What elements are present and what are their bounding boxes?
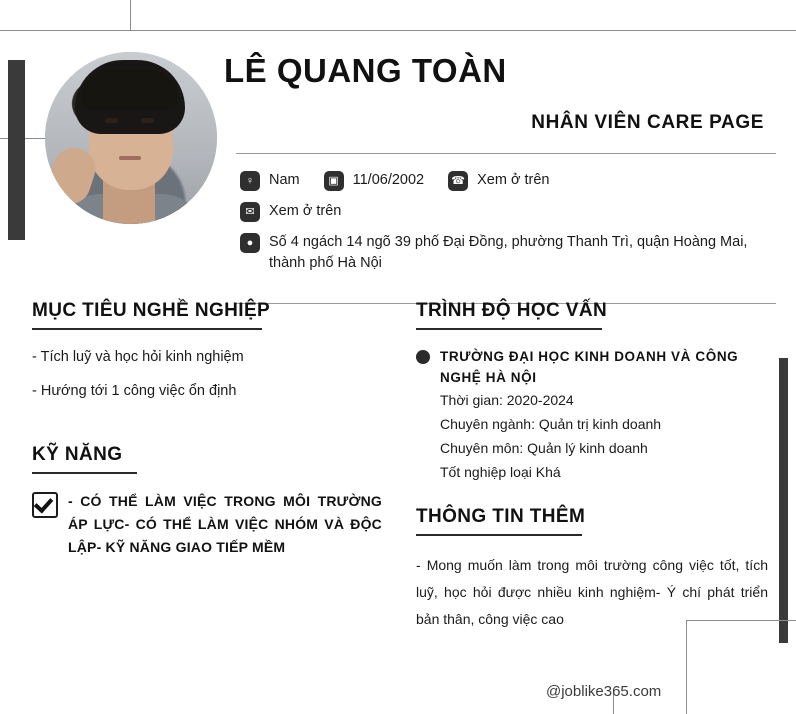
avatar-eye-right bbox=[141, 118, 154, 123]
education-title: TRÌNH ĐỘ HỌC VẤN bbox=[416, 300, 608, 321]
checkbox-checked-icon bbox=[32, 492, 58, 518]
education-detail-1: Thời gian: 2020-2024 bbox=[440, 392, 574, 408]
contact-block bbox=[240, 170, 780, 284]
decor-bar-right bbox=[779, 358, 788, 643]
education-item bbox=[416, 346, 768, 388]
avatar-fringe bbox=[81, 70, 179, 110]
contact-row-2 bbox=[240, 201, 780, 222]
career-objective-title: MỤC TIÊU NGHỀ NGHIỆP bbox=[32, 300, 271, 321]
education-detail-4: Tốt nghiệp loại Khá bbox=[440, 464, 561, 480]
additional-info-text: - Mong muốn làm trong môi trường công việc tốt, tích luỹ, học hỏi được nhiều kinh nghiệm- Ý chí phát triển bản thân, công việc cao bbox=[416, 557, 768, 627]
envelope-icon: ✉ bbox=[240, 202, 260, 222]
career-objective-line-1: - Tích luỹ và học hỏi kinh nghiệm bbox=[32, 349, 244, 365]
contact-address bbox=[240, 232, 756, 274]
education-detail-3: Chuyên môn: Quản lý kinh doanh bbox=[440, 440, 648, 456]
contact-dob bbox=[324, 170, 425, 191]
contact-email-value: Xem ở trên bbox=[269, 203, 342, 219]
spacer bbox=[32, 414, 382, 444]
bullet-dot-icon bbox=[416, 350, 430, 364]
education-detail-2: Chuyên ngành: Quản trị kinh doanh bbox=[440, 416, 662, 432]
contact-gender-value: Nam bbox=[269, 172, 300, 188]
skills-underline bbox=[32, 472, 137, 474]
avatar-mouth bbox=[119, 156, 141, 160]
header-divider-top bbox=[236, 153, 776, 154]
career-objective-line-2: - Hướng tới 1 công việc ổn định bbox=[32, 383, 237, 399]
contact-row-3 bbox=[240, 232, 780, 274]
watermark: @joblike365.com bbox=[546, 683, 662, 700]
contact-gender bbox=[240, 170, 300, 191]
education-underline bbox=[416, 328, 602, 330]
additional-info-title: THÔNG TIN THÊM bbox=[416, 506, 586, 527]
skills-item bbox=[32, 490, 382, 559]
candidate-job-title: NHÂN VIÊN CARE PAGE bbox=[531, 112, 764, 133]
contact-phone-value: Xem ở trên bbox=[477, 172, 550, 188]
section-skills bbox=[32, 444, 382, 559]
additional-info-underline bbox=[416, 534, 582, 536]
avatar-eye-left bbox=[105, 118, 118, 123]
gender-icon: ♀ bbox=[240, 171, 260, 191]
skills-title: KỸ NĂNG bbox=[32, 444, 123, 465]
spacer-2 bbox=[416, 484, 768, 506]
career-objective-underline bbox=[32, 328, 262, 330]
section-education bbox=[416, 300, 768, 484]
section-additional-info bbox=[416, 506, 768, 633]
avatar bbox=[45, 52, 217, 224]
location-pin-icon: ● bbox=[240, 233, 260, 253]
skills-text: - CÓ THỂ LÀM VIỆC TRONG MÔI TRƯỜNG ÁP LỰC- CÓ THỂ LÀM VIỆC NHÓM VÀ ĐỘC LẬP- KỸ NĂNG GIAO TIẾP MỀM bbox=[68, 493, 382, 555]
contact-dob-value: 11/06/2002 bbox=[352, 172, 425, 188]
left-column bbox=[32, 300, 382, 559]
candidate-name: LÊ QUANG TOÀN bbox=[224, 52, 507, 89]
id-card-icon: ▣ bbox=[324, 171, 344, 191]
decor-line-bottom-right-vertical bbox=[686, 620, 687, 714]
phone-icon: ☎ bbox=[448, 171, 468, 191]
decor-line-top-vertical bbox=[130, 0, 131, 30]
cv-header bbox=[0, 30, 796, 290]
contact-address-value: Số 4 ngách 14 ngõ 39 phố Đại Đồng, phường Thanh Trì, quận Hoàng Mai, thành phố Hà Nội bbox=[269, 234, 748, 271]
contact-phone bbox=[448, 170, 549, 191]
contact-email bbox=[240, 201, 341, 222]
section-career-objective bbox=[32, 300, 382, 402]
education-school: TRƯỜNG ĐẠI HỌC KINH DOANH VÀ CÔNG NGHỆ HÀ NỘI bbox=[440, 349, 739, 385]
right-column bbox=[416, 300, 768, 633]
contact-row-1 bbox=[240, 170, 780, 191]
